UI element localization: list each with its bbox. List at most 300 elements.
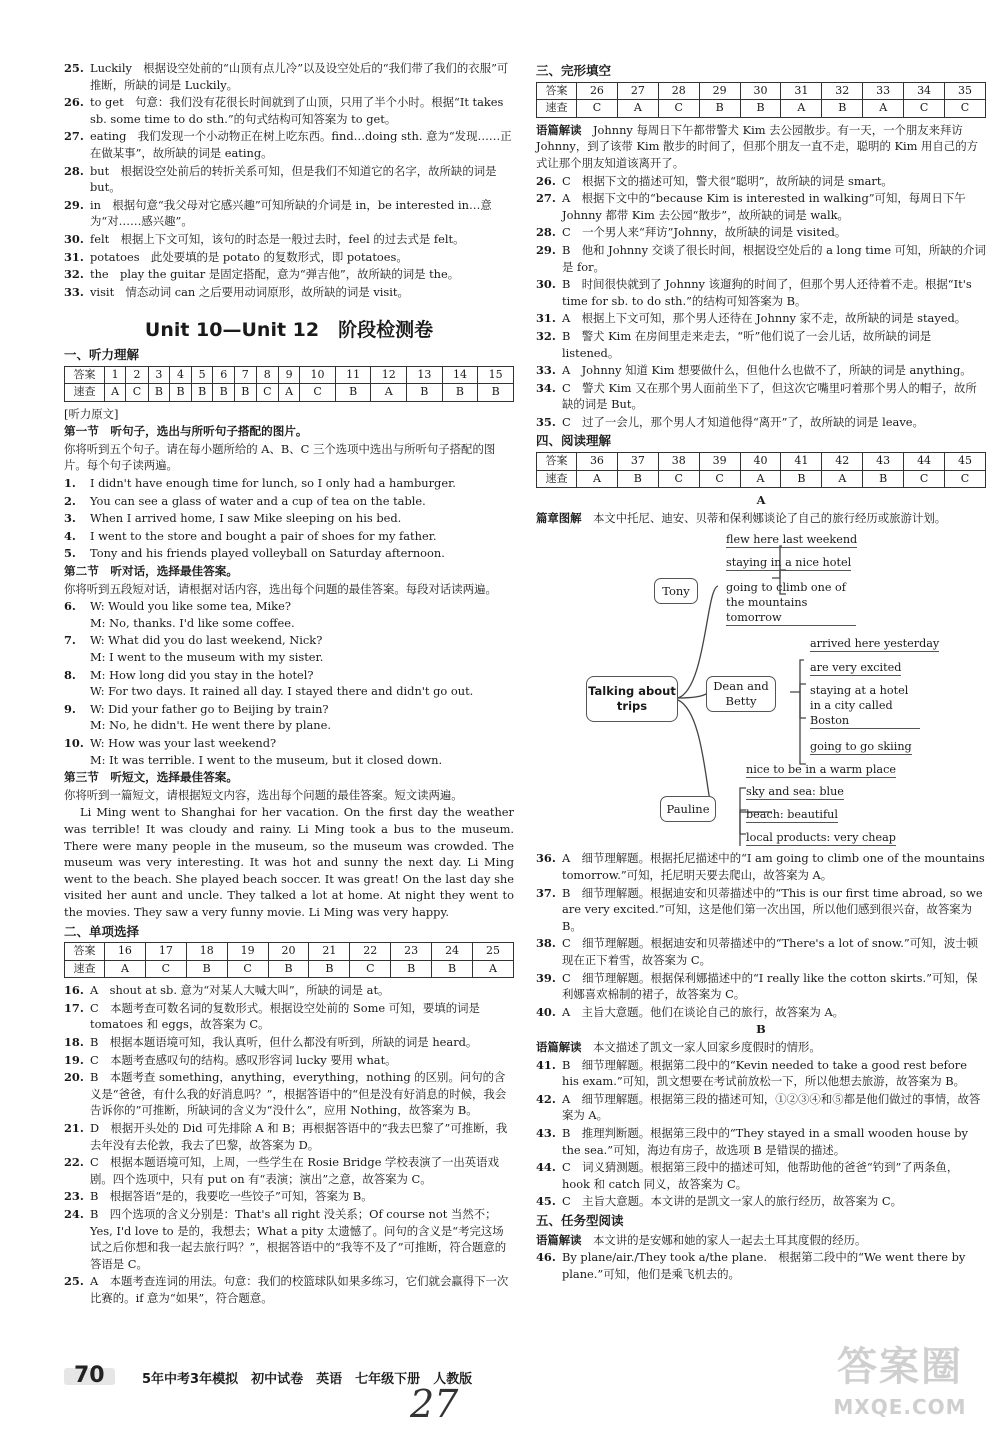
item-text: By plane/air./They took a/the plane. 根据第二段中的“We went there by plane.”可知，他们是乘飞机去的。 bbox=[562, 1250, 966, 1281]
item-text: A 细节理解题。根据托尼描述中的“I am going to climb one of the mountains tomorrow.”可知，托尼明天要去爬山，故答案为 A。 bbox=[562, 851, 985, 883]
answer-item bbox=[64, 197, 514, 230]
item-number: 23. bbox=[64, 1189, 84, 1204]
item-number: 26. bbox=[536, 173, 556, 188]
part1-title: 第一节 听句子，选出与所听句子搭配的图片。 bbox=[64, 424, 308, 439]
answer-item bbox=[64, 1052, 514, 1069]
task-reading-analysis bbox=[536, 1232, 986, 1249]
question-number-cell: 5 bbox=[191, 366, 213, 384]
item-text: C 主旨大意题。本文讲的是凯文一家人的旅行经历，故答案为 C。 bbox=[562, 1194, 902, 1209]
item-number: 8. bbox=[64, 667, 76, 682]
item-number: 28. bbox=[64, 163, 84, 178]
part3-title: 第三节 听短文，选择最佳答案。 bbox=[64, 770, 238, 785]
sentences-list bbox=[64, 475, 514, 562]
answer-cell: A bbox=[577, 470, 618, 488]
answer-cell: B bbox=[699, 100, 740, 118]
answer-cell: A bbox=[781, 100, 822, 118]
dialog-line: W: Would you like some tea, Mike? bbox=[90, 599, 291, 614]
dialog-item bbox=[64, 701, 514, 734]
question-number-cell: 34 bbox=[904, 82, 945, 100]
answer-cell: C bbox=[945, 100, 986, 118]
question-number-cell: 21 bbox=[309, 943, 350, 961]
answer-item bbox=[64, 510, 514, 527]
answer-cell: B bbox=[822, 100, 863, 118]
dialog-lines bbox=[90, 598, 514, 631]
answer-cell: A bbox=[863, 100, 904, 118]
answer-cell: C bbox=[904, 470, 945, 488]
dialogs-list bbox=[64, 598, 514, 768]
answer-item bbox=[64, 94, 514, 127]
answer-cell: C bbox=[699, 470, 740, 488]
answer-item bbox=[536, 1193, 986, 1210]
item-number: 32. bbox=[536, 328, 556, 343]
answer-item bbox=[64, 1120, 514, 1153]
section-single-choice: 二、单项选择 bbox=[64, 923, 140, 939]
question-number-cell: 12 bbox=[371, 366, 407, 384]
dialog-line: M: It was terrible. I went to the museum, but it closed down. bbox=[90, 752, 443, 767]
answer-item bbox=[536, 970, 986, 1003]
passage-b-analysis bbox=[536, 1039, 986, 1056]
item-number: 33. bbox=[536, 363, 556, 378]
item-number: 30. bbox=[536, 277, 556, 292]
question-number-cell: 30 bbox=[740, 82, 781, 100]
item-text: B 时间很快就到了 Johnny 该遛狗的时间了，但那个男人还待着不走。根据“It's time for sb. to do sth.”的结构可知答案为 B。 bbox=[562, 277, 972, 308]
item-number: 41. bbox=[536, 1057, 556, 1072]
mind-map bbox=[536, 528, 986, 846]
answer-cell: B bbox=[432, 960, 473, 978]
item-text: felt 根据上下文可知，该句的时态是一般过去时，feel 的过去式是 felt。 bbox=[90, 231, 465, 246]
reading-a-items bbox=[536, 850, 986, 1020]
item-number: 26. bbox=[64, 95, 84, 110]
question-number-cell: 41 bbox=[781, 453, 822, 471]
right-column bbox=[536, 60, 986, 1283]
item-text: in 根据句意“我父母对它感兴趣”可知所缺的介词是 in，be interested in…意为“对……感兴趣”。 bbox=[90, 197, 492, 229]
listening-passage: Li Ming went to Shanghai for her vacation. On the first day the weather was terrible! It was cloudy and rainy. Li Ming took a bus to the museum. There were many people in the museum, so the museum was crowded. The museum was very interesting. It was hot and sunny the next day. Li Ming went to the beach. She played beach soccer. It was great! On the last day she visited her aunt and uncle. They talked a lot at home. At night they went to the movies. They saw a very funny movie. Li Ming was very happy. bbox=[64, 805, 514, 919]
item-number: 9. bbox=[64, 701, 76, 716]
mind-map-center: Talking about trips bbox=[586, 676, 678, 722]
item-text: Luckily 根据设空处前的“山顶有点儿冷”以及设空处后的“我们带了我们的衣服”可推断，所缺的词是 Luckily。 bbox=[90, 61, 509, 92]
answer-cell: B bbox=[309, 960, 350, 978]
dean-leaf: are very excited bbox=[810, 661, 902, 675]
answer-table-reading bbox=[536, 452, 986, 488]
question-number-cell: 20 bbox=[268, 943, 309, 961]
answer-cell: B bbox=[148, 384, 170, 402]
item-number: 18. bbox=[64, 1035, 84, 1050]
item-number: 29. bbox=[536, 242, 556, 257]
question-number-cell: 39 bbox=[699, 453, 740, 471]
question-number-cell: 32 bbox=[822, 82, 863, 100]
answer-cell: C bbox=[145, 960, 186, 978]
answer-table-single-choice bbox=[64, 942, 514, 978]
answer-item bbox=[64, 528, 514, 545]
item-text: C 根据本题语境可知，上周，一些学生在 Rosie Bridge 学校表演了一出英语戏剧。四个选项中，只有 put on 有“表演；演出”之意，故答案为 C。 bbox=[90, 1155, 499, 1186]
item-number: 25. bbox=[64, 1274, 84, 1289]
answer-item bbox=[64, 1154, 514, 1187]
answer-item bbox=[536, 1004, 986, 1021]
question-number-cell: 40 bbox=[740, 453, 781, 471]
item-number: 5. bbox=[64, 546, 76, 561]
chapter-diagram-desc bbox=[536, 510, 986, 527]
item-text: A 细节理解题。根据第三段的描述可知，①②③④和⑤都是他们做过的事情，故答案为 A。 bbox=[562, 1091, 981, 1123]
question-number-cell: 36 bbox=[577, 453, 618, 471]
table-row-label: 速查 bbox=[537, 100, 577, 118]
item-number: 46. bbox=[536, 1250, 556, 1265]
question-number-cell: 38 bbox=[658, 453, 699, 471]
question-number-cell: 26 bbox=[577, 82, 618, 100]
item-text: A 根据上下文可知，那个男人还待在 Johnny 家不走，故所缺的词是 stayed。 bbox=[562, 311, 967, 326]
answer-item bbox=[64, 1034, 514, 1051]
item-number: 31. bbox=[536, 311, 556, 326]
item-number: 7. bbox=[64, 633, 76, 648]
item-text: You can see a glass of water and a cup of tea on the table. bbox=[90, 493, 426, 508]
answer-cell: B bbox=[407, 384, 443, 402]
item-text: A 本题考查连词的用法。句意：我们的校篮球队如果多练习，它们就会赢得下一次比赛的。if 意为“如果”，符合题意。 bbox=[90, 1274, 509, 1305]
single-choice-items bbox=[64, 982, 514, 1306]
dialog-line: M: No, he didn't. He went there by plane. bbox=[90, 718, 331, 733]
table-header-label: 答案 bbox=[65, 943, 105, 961]
dialog-line: M: No, thanks. I'd like some coffee. bbox=[90, 615, 295, 630]
item-number: 34. bbox=[536, 380, 556, 395]
question-number-cell: 2 bbox=[126, 366, 148, 384]
answer-item bbox=[536, 1091, 986, 1124]
dialog-line: M: I went to the museum with my sister. bbox=[90, 650, 324, 664]
answer-table-cloze bbox=[536, 82, 986, 118]
question-number-cell: 35 bbox=[945, 82, 986, 100]
answer-item bbox=[64, 475, 514, 492]
answer-item bbox=[64, 545, 514, 562]
answer-item bbox=[536, 850, 986, 883]
node-tony: Tony bbox=[654, 578, 698, 604]
answer-item bbox=[536, 414, 986, 431]
passage-b-label: B bbox=[756, 1022, 766, 1037]
left-column bbox=[64, 60, 514, 1308]
item-number: 2. bbox=[64, 493, 76, 508]
question-number-cell: 28 bbox=[658, 82, 699, 100]
item-text: eating 我们发现一个小动物正在树上吃东西。find…doing sth. 意为“发现……正在做某事”，故所缺的词是 eating。 bbox=[90, 129, 512, 160]
answer-item bbox=[64, 1069, 514, 1119]
answer-cell: A bbox=[617, 100, 658, 118]
watermark-line2: MXQE.COM bbox=[833, 1395, 967, 1419]
item-number: 20. bbox=[64, 1070, 84, 1085]
table-header-label: 答案 bbox=[537, 82, 577, 100]
answer-cell: A bbox=[105, 384, 126, 402]
answer-item bbox=[536, 224, 986, 241]
answer-cell: B bbox=[170, 384, 192, 402]
answer-item bbox=[536, 173, 986, 190]
item-text: D 根据开头处的 Did 可先排除 A 和 B；再根据答语中的“我去巴黎了”可推断，我去年没有去伦敦，我去了巴黎，故答案为 D。 bbox=[90, 1121, 508, 1152]
question-number-cell: 43 bbox=[863, 453, 904, 471]
chapter-text: 本文中托尼、迪安、贝蒂和保利娜谈论了自己的旅行经历或旅游计划。 bbox=[592, 510, 947, 525]
answer-item bbox=[64, 1188, 514, 1205]
item-text: B 推理判断题。根据第三段中的“They stayed in a small wooden house by the sea.”可知，海边有房子，故选项 B 是错误的描述。 bbox=[562, 1125, 968, 1157]
table-row-label: 速查 bbox=[537, 470, 577, 488]
answer-item bbox=[64, 284, 514, 301]
question-number-cell: 3 bbox=[148, 366, 170, 384]
item-number: 35. bbox=[536, 414, 556, 429]
dean-leaf: arrived here yesterday bbox=[810, 637, 940, 651]
answer-item bbox=[64, 1273, 514, 1306]
item-text: C 本题考查可数名词的复数形式。根据设空处前的 Some 可知，要填的词是 tomatoes 和 eggs，故答案为 C。 bbox=[90, 1000, 480, 1032]
item-text: C 一个男人来“拜访”Johnny，故所缺的词是 visited。 bbox=[562, 225, 847, 240]
dialog-line: W: What did you do last weekend, Nick? bbox=[90, 633, 323, 648]
tony-leaf: staying in a nice hotel bbox=[726, 556, 852, 570]
answer-cell: C bbox=[227, 960, 268, 978]
item-number: 30. bbox=[64, 231, 84, 246]
item-text: C 警犬 Kim 又在那个男人面前坐下了，但这次它嘴里叼着那个男人的帽子，故所缺的词是 But。 bbox=[562, 380, 977, 412]
item-text: I went to the store and bought a pair of shoes for my father. bbox=[90, 528, 437, 543]
question-number-cell: 17 bbox=[145, 943, 186, 961]
item-number: 27. bbox=[536, 191, 556, 206]
part2-title: 第二节 听对话，选择最佳答案。 bbox=[64, 564, 238, 579]
item-text: A 主旨大意题。他们在谈论自己的旅行，故答案为 A。 bbox=[562, 1004, 845, 1019]
item-text: B 警犬 Kim 在房间里走来走去，“听”他们说了一会儿话，故所缺的词是 listened。 bbox=[562, 328, 932, 360]
item-number: 44. bbox=[536, 1160, 556, 1175]
answer-cell: B bbox=[268, 960, 309, 978]
item-number: 10. bbox=[64, 735, 84, 750]
item-number: 3. bbox=[64, 511, 76, 526]
answer-cell: C bbox=[256, 384, 278, 402]
pauline-leaf: local products: very cheap bbox=[746, 831, 896, 845]
answer-cell: C bbox=[658, 100, 699, 118]
watermark-logo bbox=[800, 1340, 1000, 1440]
question-number-cell: 25 bbox=[473, 943, 514, 961]
question-number-cell: 33 bbox=[863, 82, 904, 100]
answer-cell: C bbox=[658, 470, 699, 488]
answer-item bbox=[64, 266, 514, 283]
item-number: 25. bbox=[64, 61, 84, 75]
yupian-label: 语篇解读 bbox=[536, 1039, 582, 1054]
tony-leaf: going to climb one of the mountains tomorrow bbox=[726, 580, 856, 626]
cloze-analysis bbox=[536, 122, 986, 172]
table-header-label: 答案 bbox=[537, 453, 577, 471]
item-text: C 细节理解题。根据迪安和贝蒂描述中的“There's a lot of snow.”可知，波士顿现在正下着雪，故答案为 C。 bbox=[562, 936, 979, 967]
dialog-lines bbox=[90, 632, 514, 665]
answer-cell: C bbox=[945, 470, 986, 488]
item-text: C 根据下文的描述可知，警犬很“聪明”，故所缺的词是 smart。 bbox=[562, 173, 893, 188]
answer-item bbox=[536, 935, 986, 968]
item-text: to get 句意：我们没有花很长时间就到了山顶，只用了半个小时。根据“It takes sb. some time to do sth.”的句式结构可知答案为 to get。 bbox=[90, 95, 504, 126]
item-text: I didn't have enough time for lunch, so I only had a hamburger. bbox=[90, 476, 456, 491]
question-number-cell: 37 bbox=[617, 453, 658, 471]
item-text: the play the guitar 是固定搭配，意为“弹吉他”，故所缺的词是 the。 bbox=[90, 267, 460, 282]
section-reading: 四、阅读理解 bbox=[536, 433, 612, 449]
item-number: 1. bbox=[64, 476, 76, 491]
table-row-label: 速查 bbox=[65, 960, 105, 978]
question-number-cell: 9 bbox=[278, 366, 299, 384]
answer-table-listening bbox=[64, 366, 514, 402]
node-dean-betty: Dean and Betty bbox=[706, 676, 776, 712]
answer-cell: B bbox=[740, 100, 781, 118]
question-number-cell: 18 bbox=[186, 943, 227, 961]
item-text: Tony and his friends played volleyball on Saturday afternoon. bbox=[90, 546, 445, 561]
tony-leaf: flew here last weekend bbox=[726, 533, 858, 547]
dialog-line: W: How was your last weekend? bbox=[90, 735, 277, 750]
item-text: B 细节理解题。根据第二段中的“Kevin needed to take a good rest before his exam.”可知，凯文想要在考试前放松一下，所以他想去旅游，故答案为 B。 bbox=[562, 1057, 967, 1089]
item-text: C 本题考查感叹句的结构。感叹形容词 lucky 要用 what。 bbox=[90, 1052, 397, 1067]
question-number-cell: 14 bbox=[442, 366, 478, 384]
handwritten-page-mark: 27 bbox=[410, 1382, 459, 1426]
item-number: 36. bbox=[536, 851, 556, 866]
answer-cell: B bbox=[478, 384, 514, 402]
item-text: B 根据本题语境可知，我认真听，但什么都没有听到，所缺的词是 heard。 bbox=[90, 1035, 478, 1050]
chapter-label: 篇章图解 bbox=[536, 510, 582, 525]
answer-item bbox=[536, 190, 986, 223]
item-number: 16. bbox=[64, 983, 84, 998]
question-number-cell: 10 bbox=[300, 366, 336, 384]
book-title: 5年中考3年模拟 初中试卷 英语 七年级下册 人教版 bbox=[142, 1372, 473, 1387]
item-text: B 他和 Johnny 交谈了很长时间，根据设空处后的 a long time 可知，所缺的介词是 for。 bbox=[562, 242, 986, 274]
item-number: 29. bbox=[64, 197, 84, 212]
question-number-cell: 24 bbox=[432, 943, 473, 961]
answer-item bbox=[536, 310, 986, 327]
answer-item bbox=[536, 276, 986, 309]
answer-cell: B bbox=[186, 960, 227, 978]
question-number-cell: 42 bbox=[822, 453, 863, 471]
item-number: 27. bbox=[64, 129, 84, 144]
analysis-label: 语篇解读 bbox=[536, 122, 582, 137]
item-number: 39. bbox=[536, 970, 556, 985]
answer-item bbox=[64, 493, 514, 510]
section-listening: 一、听力理解 bbox=[64, 346, 140, 362]
answer-cell: B bbox=[617, 470, 658, 488]
dialog-item bbox=[64, 667, 514, 700]
item-text: A shout at sb. 意为“对某人大喊大叫”，所缺的词是 at。 bbox=[90, 983, 390, 998]
item-text: C 词义猜测题。根据第三段中的描述可知，他帮助他的爸爸“钓到”了两条鱼，hook 和 catch 同义，故答案为 C。 bbox=[562, 1160, 959, 1191]
answer-item bbox=[64, 60, 514, 93]
question-number-cell: 16 bbox=[105, 943, 146, 961]
item-text: C 细节理解题。根据保利娜描述中的“I really like the cotton skirts.”可知，保利娜喜欢棉制的裙子，故答案为 C。 bbox=[562, 970, 978, 1002]
item-number: 28. bbox=[536, 225, 556, 240]
passage-a-label: A bbox=[756, 493, 766, 508]
section-cloze: 三、完形填空 bbox=[536, 63, 612, 78]
answer-cell: C bbox=[904, 100, 945, 118]
answer-cell: C bbox=[300, 384, 336, 402]
item-number: 6. bbox=[64, 599, 76, 614]
item-number: 24. bbox=[64, 1207, 84, 1221]
item-number: 22. bbox=[64, 1155, 84, 1170]
question-number-cell: 1 bbox=[105, 366, 126, 384]
watermark-line1: 答案圈 bbox=[837, 1344, 963, 1390]
answer-cell: B bbox=[191, 384, 213, 402]
top-items bbox=[64, 60, 514, 300]
question-number-cell: 45 bbox=[945, 453, 986, 471]
item-text: A 根据下文中的“because Kim is interested in walking”可知，每周日下午 Johnny 都带 Kim 去公园“散步”，故所缺的词是 walk。 bbox=[562, 191, 966, 222]
dialog-line: M: How long did you stay in the hotel? bbox=[90, 667, 314, 682]
item-text: When I arrived home, I saw Mike sleeping on his bed. bbox=[90, 511, 402, 526]
item-number: 42. bbox=[536, 1091, 556, 1106]
part1-desc: 你将听到五个句子。请在每小题所给的 A、B、C 三个选项中选出与所听句子搭配的图片。每个句子读两遍。 bbox=[64, 441, 496, 473]
node-pauline: Pauline bbox=[660, 796, 716, 822]
answer-item bbox=[536, 362, 986, 379]
answer-cell: B bbox=[391, 960, 432, 978]
section-task-reading: 五、任务型阅读 bbox=[536, 1212, 624, 1228]
page-footer bbox=[64, 1363, 564, 1396]
answer-cell: A bbox=[740, 470, 781, 488]
answer-cell: A bbox=[822, 470, 863, 488]
item-text: but 根据设空处前后的转折关系可知，但是我们不知道它的名字，故所缺的词是 but。 bbox=[90, 163, 497, 195]
item-number: 38. bbox=[536, 936, 556, 951]
answer-item bbox=[536, 242, 986, 275]
item-text: B 细节理解题。根据迪安和贝蒂描述中的“This is our first time abroad, so we are very excited.”可知，这是他们第一次出国，所以他们感到很兴奋，故答案为 B。 bbox=[562, 885, 983, 933]
yupian2-text: 本文讲的是安娜和她的家人一起去土耳其度假的经历。 bbox=[592, 1232, 867, 1247]
item-text: potatoes 此处要填的是 potato 的复数形式，即 potatoes。 bbox=[90, 249, 408, 264]
dialog-item bbox=[64, 735, 514, 768]
question-number-cell: 4 bbox=[170, 366, 192, 384]
item-number: 40. bbox=[536, 1004, 556, 1019]
listening-original-label: [听力原文] bbox=[64, 406, 119, 421]
reading-b-items bbox=[536, 1057, 986, 1210]
answer-item bbox=[64, 128, 514, 161]
dialog-item bbox=[64, 598, 514, 631]
answer-cell: B bbox=[213, 384, 235, 402]
item-text: B 根据答语“是的，我要吃一些饺子”可知，答案为 B。 bbox=[90, 1189, 373, 1204]
answer-cell: A bbox=[105, 960, 146, 978]
answer-item bbox=[536, 1159, 986, 1192]
answer-item bbox=[64, 982, 514, 999]
item-number: 43. bbox=[536, 1125, 556, 1140]
answer-item bbox=[536, 1249, 986, 1282]
answer-cell: A bbox=[371, 384, 407, 402]
dialog-line: W: For two days. It rained all day. I stayed there and didn't go out. bbox=[90, 684, 474, 699]
question-number-cell: 7 bbox=[235, 366, 257, 384]
question-number-cell: 15 bbox=[478, 366, 514, 384]
pauline-leaf: nice to be in a warm place bbox=[746, 763, 896, 777]
item-number: 37. bbox=[536, 885, 556, 900]
item-number: 45. bbox=[536, 1194, 556, 1209]
question-number-cell: 23 bbox=[391, 943, 432, 961]
pauline-leaf: beach: beautiful bbox=[746, 808, 838, 822]
question-number-cell: 29 bbox=[699, 82, 740, 100]
answer-item bbox=[64, 1206, 514, 1272]
yupian2-label: 语篇解读 bbox=[536, 1232, 582, 1247]
question-number-cell: 22 bbox=[350, 943, 391, 961]
dean-leaf: going to go skiing bbox=[810, 740, 912, 754]
yupian-text: 本文描述了凯文一家人回家乡度假时的情形。 bbox=[592, 1039, 821, 1054]
answer-cell: C bbox=[350, 960, 391, 978]
answer-item bbox=[64, 231, 514, 248]
answer-item bbox=[536, 1125, 986, 1158]
table-header-label: 答案 bbox=[65, 366, 105, 384]
item-number: 31. bbox=[64, 249, 84, 264]
question-number-cell: 19 bbox=[227, 943, 268, 961]
question-number-cell: 6 bbox=[213, 366, 235, 384]
analysis-text: Johnny 每周日下午都带警犬 Kim 去公园散步。有一天，一个朋友来拜访 Johnny，到了该带 Kim 散步的时间了，但那个朋友一直不走，聪明的 Kim 用自己的方式让那个朋友知道该离开了。 bbox=[536, 122, 978, 170]
answer-item bbox=[536, 328, 986, 361]
question-number-cell: 8 bbox=[256, 366, 278, 384]
question-number-cell: 27 bbox=[617, 82, 658, 100]
part3-desc: 你将听到一篇短文，请根据短文内容，选出每个问题的最佳答案。短文读两遍。 bbox=[64, 787, 463, 802]
unit-title: Unit 10—Unit 12 阶段检测卷 bbox=[144, 319, 434, 342]
answer-cell: C bbox=[577, 100, 618, 118]
answer-cell: A bbox=[278, 384, 299, 402]
question-number-cell: 44 bbox=[904, 453, 945, 471]
page-number: 70 bbox=[64, 1368, 115, 1385]
answer-item bbox=[536, 1057, 986, 1090]
item-number: 33. bbox=[64, 284, 84, 299]
item-number: 4. bbox=[64, 528, 76, 543]
item-number: 19. bbox=[64, 1052, 84, 1067]
answer-cell: A bbox=[473, 960, 514, 978]
dialog-item bbox=[64, 632, 514, 665]
answer-cell: B bbox=[863, 470, 904, 488]
question-number-cell: 11 bbox=[335, 366, 371, 384]
answer-cell: B bbox=[235, 384, 257, 402]
answer-cell: C bbox=[126, 384, 148, 402]
item-text: visit 情态动词 can 之后要用动词原形，故所缺的词是 visit。 bbox=[90, 284, 409, 299]
table-row-label: 速查 bbox=[65, 384, 105, 402]
answer-cell: B bbox=[442, 384, 478, 402]
item-number: 32. bbox=[64, 267, 84, 282]
answer-item bbox=[64, 249, 514, 266]
